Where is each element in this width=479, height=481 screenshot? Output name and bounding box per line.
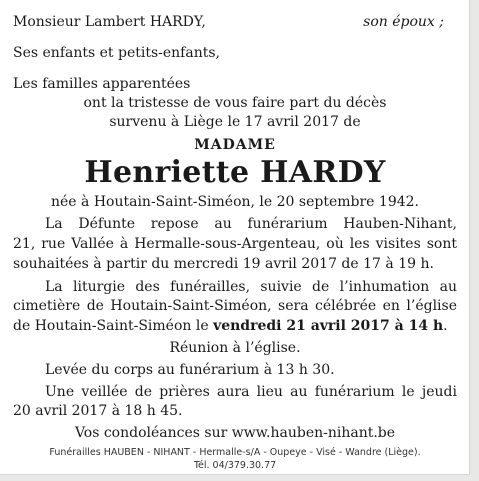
viewing-line-1: La Défunte repose au funérarium Hauben-Nihant, (45, 216, 457, 232)
relatives-line: Les familles apparentées (13, 76, 191, 92)
funeral-prefix: de Houtain-Saint-Siméon le (13, 318, 214, 334)
viewing-line-3: souhaitées à partir du mercredi 19 avril 2017 de 17 à 19 h. (13, 256, 434, 272)
deceased-title: MADAME (194, 137, 276, 153)
meeting-line: Réunion à l’église. (169, 340, 301, 356)
spouse-line (13, 13, 457, 31)
footer-line-2: Tél. 04/379.30.77 (193, 460, 277, 471)
children-line: Ses enfants et petits-enfants, (13, 45, 220, 61)
funeral-line-2: cimetière de Houtain-Saint-Siméon, sera célébrée en l’église (13, 298, 457, 314)
funeral-line-3 (13, 317, 448, 335)
announcement-line-1: ont la tristesse de vous faire part du décès (83, 95, 387, 111)
departure-line: Levée du corps au funérarium à 13 h 30. (45, 362, 335, 378)
vigil-line-1: Une veillée de prières aura lieu au funérarium le jeudi (45, 384, 457, 400)
deceased-name: Henriette HARDY (84, 155, 386, 190)
spouse-role: son époux ; (363, 14, 444, 30)
footer-line-1: Funérailles HAUBEN - NIHANT - Hermalle-s/A - Oupeye - Visé - Wandre (Liège). (49, 447, 421, 458)
funeral-suffix: . (443, 318, 448, 334)
condolences-line: Vos condoléances sur www.hauben-nihant.be (74, 425, 396, 441)
birth-line: née à Houtain-Saint-Siméon, le 20 septembre 1942. (50, 194, 419, 210)
announcement-line-2: survenu à Liège le 17 avril 2017 de (109, 114, 361, 130)
funeral-line-1: La liturgie des funérailles, suivie de l’inhumation au (45, 279, 457, 295)
viewing-line-2: 21, rue Vallée à Hermalle-sous-Argenteau, où les visites sont (13, 236, 457, 252)
funeral-datetime: vendredi 21 avril 2017 à 14 h (213, 318, 444, 334)
vigil-line-2: 20 avril 2017 à 18 h 45. (13, 403, 183, 419)
spouse-name: Monsieur Lambert HARDY, (13, 14, 206, 30)
